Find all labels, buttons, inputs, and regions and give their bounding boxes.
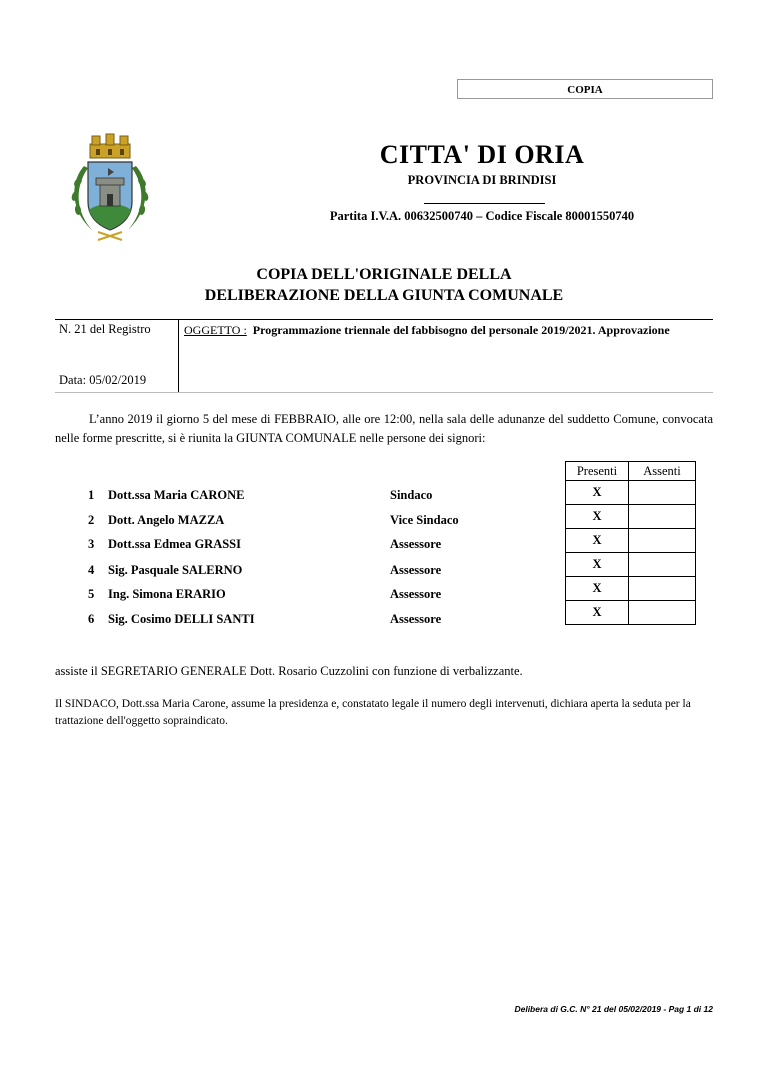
member-role: Assessore (390, 563, 442, 577)
present-mark: X (566, 553, 629, 577)
tax-ids: Partita I.V.A. 00632500740 – Codice Fiscale 80001550740 (329, 209, 635, 223)
member-name: Dott.ssa Maria CARONE (108, 488, 245, 502)
intro-paragraph: L’anno 2019 il giorno 5 del mese di FEBBRAIO, alle ore 12:00, nella sala delle adunanze del suddetto Comune, convocata nelle forme prescritte, si è riunita la GIUNTA COMUNALE nelle persone dei signori: (55, 412, 713, 445)
member-role: Assessore (390, 537, 442, 551)
copy-label: COPIA (457, 79, 713, 99)
attendance-row (566, 481, 696, 505)
mayor-note: Il SINDACO, Dott.ssa Maria Carone, assume la presidenza e, constatato legale il numero degli intervenuti, dichiara aperta la seduta per la trattazione dell'oggetto sopraindicato. (55, 698, 691, 727)
member-row (88, 563, 441, 578)
member-role: Assessore (390, 612, 442, 626)
subject-text: Programmazione triennale del fabbisogno del personale 2019/2021. Approvazione (252, 323, 670, 337)
document-title (120, 264, 648, 306)
secretary-note: assiste il SEGRETARIO GENERALE Dott. Rosario Cuzzolini con funzione di verbalizzante. (55, 664, 523, 678)
attendance-row (566, 553, 696, 577)
member-name: Dott.ssa Edmea GRASSI (108, 537, 242, 551)
absent-mark (629, 577, 696, 601)
attendance-row (566, 601, 696, 625)
city-name: CITTA' DI ORIA (379, 140, 585, 169)
member-number: 6 (88, 612, 95, 626)
member-name: Sig. Pasquale SALERNO (108, 563, 243, 577)
present-mark: X (566, 529, 629, 553)
member-row (88, 513, 459, 528)
present-mark: X (566, 481, 629, 505)
absent-mark (629, 529, 696, 553)
register-date: Data: 05/02/2019 (59, 373, 147, 387)
page-footer: Delibera di G.C. N° 21 del 05/02/2019 - Pag 1 di 12 (514, 1004, 713, 1014)
member-number: 1 (88, 488, 95, 502)
document-title-line1: COPIA DELL'ORIGINALE DELLA (256, 266, 512, 283)
member-number: 3 (88, 537, 95, 551)
attendance-header-row (566, 462, 696, 481)
member-role: Vice Sindaco (390, 513, 459, 527)
register-number: N. 21 del Registro (59, 322, 151, 336)
document-title-line2: DELIBERAZIONE DELLA GIUNTA COMUNALE (204, 287, 564, 304)
member-row (88, 488, 432, 503)
attendance-row (566, 577, 696, 601)
absent-mark (629, 553, 696, 577)
ribbon-icon (98, 232, 122, 240)
subject-label: OGGETTO : (184, 323, 247, 337)
present-mark: X (566, 505, 629, 529)
attendance-row (566, 505, 696, 529)
member-row (88, 587, 441, 602)
member-row (88, 612, 441, 627)
province-name: PROVINCIA DI BRINDISI (407, 173, 557, 187)
crown-icon (90, 134, 130, 158)
absent-mark (629, 601, 696, 625)
member-name: Dott. Angelo MAZZA (108, 513, 225, 527)
present-mark: X (566, 577, 629, 601)
absent-column-header: Assenti (629, 462, 696, 481)
member-name: Sig. Cosimo DELLI SANTI (108, 612, 255, 626)
shield-icon (88, 162, 132, 230)
city-emblem (62, 132, 158, 244)
member-role: Assessore (390, 587, 442, 601)
header-divider (424, 203, 545, 204)
register-divider (178, 319, 179, 392)
attendance-row (566, 529, 696, 553)
register-top-rule (55, 319, 713, 320)
present-column-header: Presenti (566, 462, 629, 481)
attendance-table (565, 461, 696, 625)
member-role: Sindaco (390, 488, 433, 502)
subject (184, 322, 704, 339)
absent-mark (629, 481, 696, 505)
member-number: 4 (88, 563, 95, 577)
member-number: 5 (88, 587, 95, 601)
present-mark: X (566, 601, 629, 625)
member-number: 2 (88, 513, 95, 527)
register-bottom-rule (55, 392, 713, 393)
absent-mark (629, 505, 696, 529)
member-row (88, 537, 441, 552)
member-name: Ing. Simona ERARIO (108, 587, 226, 601)
